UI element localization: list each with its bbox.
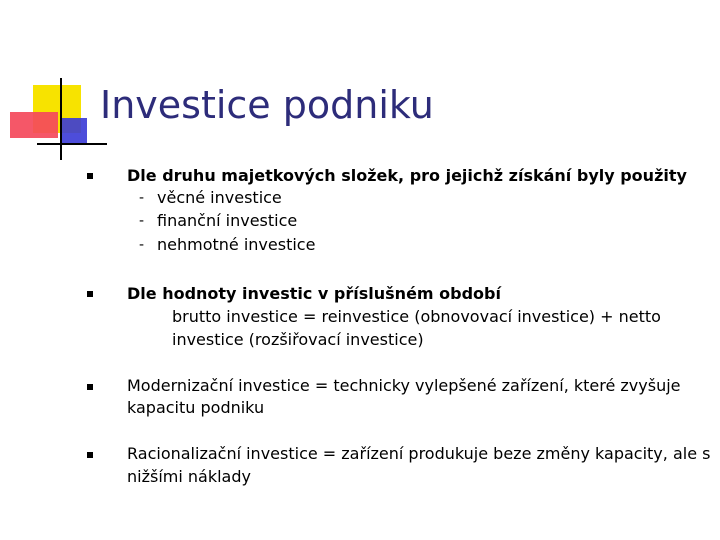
bullet-1-text: Dle druhu majetkových složek, pro jejichž získání byly použity: [127, 166, 687, 185]
bullet-square-icon: [87, 173, 93, 179]
sub-item-2: finanční investice: [157, 211, 298, 230]
bullet-4-line-2: nižšími náklady: [127, 467, 251, 486]
bullet-2-detail-line-1: brutto investice = reinvestice (obnovovací investice) + netto: [172, 307, 661, 326]
bullet-2-detail-line-2: investice (rozšiřovací investice): [172, 330, 424, 349]
sub-item-dash: -: [139, 190, 145, 206]
bullet-square-icon: [87, 384, 93, 390]
bullet-3-line-2: kapacitu podniku: [127, 398, 265, 417]
sub-item-1: věcné investice: [157, 188, 282, 207]
sub-item-dash: -: [139, 213, 145, 229]
bullet-4-line-1: Racionalizační investice = zařízení produkuje beze změny kapacity, ale s: [127, 444, 711, 463]
bullet-square-icon: [87, 452, 93, 458]
bullet-square-icon: [87, 291, 93, 297]
bullet-2-text: Dle hodnoty investic v příslušném období: [127, 284, 501, 303]
sub-item-3: nehmotné investice: [157, 235, 316, 254]
bullet-3-line-1: Modernizační investice = technicky vylepšené zařízení, které zvyšuje: [127, 376, 681, 395]
slide-title: Investice podniku: [100, 83, 434, 127]
sub-item-dash: -: [139, 237, 145, 253]
